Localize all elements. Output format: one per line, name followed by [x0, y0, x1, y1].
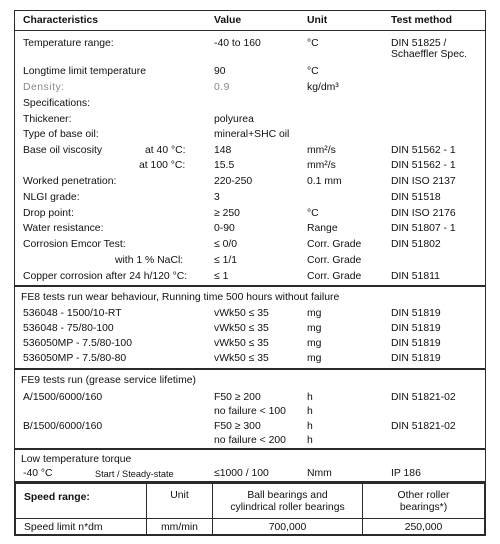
prop-unit: Corr. Grade [307, 239, 362, 250]
fe9-section [14, 369, 486, 449]
fe8-name: 536048 - 75/80-100 [23, 323, 114, 334]
prop-unit: Corr. Grade [307, 271, 362, 282]
torque-section [14, 449, 486, 482]
torque-test: IP 186 [391, 468, 421, 479]
prop-value: polyurea [214, 114, 254, 125]
fe8-value: vWk50 ≤ 35 [214, 338, 269, 349]
fe8-unit: mg [307, 308, 322, 319]
speed-ball-header-line2: cylindrical roller bearings [230, 502, 345, 513]
fe9-value: no failure < 200 [214, 435, 286, 446]
fe8-name: 536050MP - 7.5/80-80 [23, 353, 127, 364]
prop-value: ≥ 250 [214, 208, 240, 219]
fe8-test: DIN 51819 [391, 323, 441, 334]
fe9-unit: h [307, 406, 313, 417]
fe9-title: FE9 tests run (grease service lifetime) [21, 375, 196, 386]
fe8-test: DIN 51819 [391, 338, 441, 349]
prop-sublabel: at 40 °C: [145, 145, 186, 156]
fe8-value: vWk50 ≤ 35 [214, 323, 269, 334]
fe9-test: DIN 51821-02 [391, 392, 456, 403]
header-value: Value [214, 15, 242, 26]
prop-test: DIN 51562 - 1 [391, 145, 456, 156]
speed-unit-header: Unit [170, 490, 189, 501]
fe8-title: FE8 tests run wear behaviour, Running time 500 hours without failure [21, 292, 340, 303]
header-characteristics: Characteristics [23, 15, 99, 26]
fe9-name: B/1500/6000/160 [23, 421, 103, 432]
fe8-test: DIN 51819 [391, 353, 441, 364]
speed-header: Speed range: [24, 492, 90, 503]
fe8-name: 536050MP - 7.5/80-100 [23, 338, 132, 349]
speed-row-divider [16, 518, 484, 519]
torque-temp: -40 °C [23, 468, 53, 479]
prop-label: Density: [23, 82, 65, 93]
fe8-name: 536048 - 1500/10-RT [23, 308, 122, 319]
header-divider [15, 30, 485, 31]
characteristics-table [14, 10, 486, 286]
prop-unit: Range [307, 223, 338, 234]
fe9-unit: h [307, 392, 313, 403]
prop-unit: Corr. Grade [307, 255, 362, 266]
prop-label: Longtime limit temperature [23, 66, 147, 77]
prop-unit: mm²/s [307, 160, 336, 171]
prop-test: DIN 51811 [391, 271, 440, 282]
prop-test: DIN 51518 [391, 192, 441, 203]
prop-sublabel: at 100 °C: [139, 160, 186, 171]
prop-value: 0-90 [214, 223, 235, 234]
prop-value: 220-250 [214, 176, 253, 187]
speed-row-unit: mm/min [161, 522, 198, 533]
prop-test: DIN ISO 2176 [391, 208, 456, 219]
prop-unit: 0.1 mm [307, 176, 342, 187]
header-unit: Unit [307, 15, 328, 26]
speed-other-value: 250,000 [404, 522, 443, 533]
torque-mode: Start / Steady-state [95, 469, 174, 479]
prop-label: Water resistance: [23, 223, 104, 234]
prop-unit: kg/dm³ [307, 82, 339, 93]
prop-unit: °C [307, 208, 319, 219]
fe9-test: DIN 51821-02 [391, 421, 456, 432]
prop-value: 148 [214, 145, 232, 156]
fe9-unit: h [307, 421, 313, 432]
fe9-name: A/1500/6000/160 [23, 392, 103, 403]
prop-test: DIN 51825 / [391, 38, 447, 49]
prop-unit: °C [307, 38, 319, 49]
prop-value: 0.9 [214, 82, 230, 93]
prop-label: Corrosion Emcor Test: [23, 239, 126, 250]
prop-label: Drop point: [23, 208, 74, 219]
prop-label: Specifications: [23, 98, 90, 109]
prop-value: mineral+SHC oil [214, 129, 290, 140]
speed-ball-header-line1: Ball bearings and [247, 490, 328, 501]
prop-test: DIN 51802 [391, 239, 441, 250]
fe8-value: vWk50 ≤ 35 [214, 308, 269, 319]
prop-label: Base oil viscosity [23, 145, 103, 156]
prop-value: ≤ 1/1 [214, 255, 238, 266]
prop-unit: °C [307, 66, 319, 77]
prop-test: DIN ISO 2137 [391, 176, 456, 187]
speed-row-label: Speed limit n*dm [24, 522, 103, 533]
fe9-value: F50 ≥ 200 [214, 392, 261, 403]
speed-table [14, 482, 486, 536]
prop-value: ≤ 0/0 [214, 239, 238, 250]
prop-sublabel: with 1 % NaCl: [115, 255, 184, 266]
torque-value: ≤1000 / 100 [214, 468, 269, 479]
prop-value: ≤ 1 [214, 271, 229, 282]
prop-label: NLGI grade: [23, 192, 80, 203]
prop-label: Copper corrosion after 24 h/120 °C: [23, 271, 188, 282]
fe8-section [14, 286, 486, 369]
speed-other-header-line1: Other roller [397, 490, 450, 501]
prop-label: Thickener: [23, 114, 72, 125]
prop-label: Type of base oil: [23, 129, 99, 140]
speed-other-header-line2: bearings*) [399, 502, 448, 513]
prop-test: DIN 51807 - 1 [391, 223, 456, 234]
fe8-unit: mg [307, 323, 322, 334]
prop-value: 15.5 [214, 160, 235, 171]
fe9-value: no failure < 100 [214, 406, 286, 417]
speed-ball-value: 700,000 [268, 522, 307, 533]
fe9-value: F50 ≥ 300 [214, 421, 261, 432]
torque-unit: Nmm [307, 468, 332, 479]
fe8-value: vWk50 ≤ 35 [214, 353, 269, 364]
prop-value: -40 to 160 [214, 38, 261, 49]
fe8-unit: mg [307, 338, 322, 349]
prop-label: Worked penetration: [23, 176, 117, 187]
prop-test-line2: Schaeffler Spec. [391, 49, 468, 60]
header-test-method: Test method [391, 15, 452, 26]
prop-value: 90 [214, 66, 226, 77]
prop-value: 3 [214, 192, 220, 203]
prop-unit: mm²/s [307, 145, 336, 156]
fe9-unit: h [307, 435, 313, 446]
fe8-test: DIN 51819 [391, 308, 441, 319]
torque-title: Low temperature torque [21, 454, 132, 465]
prop-test: DIN 51562 - 1 [391, 160, 456, 171]
prop-label: Temperature range: [23, 38, 114, 49]
fe8-unit: mg [307, 353, 322, 364]
